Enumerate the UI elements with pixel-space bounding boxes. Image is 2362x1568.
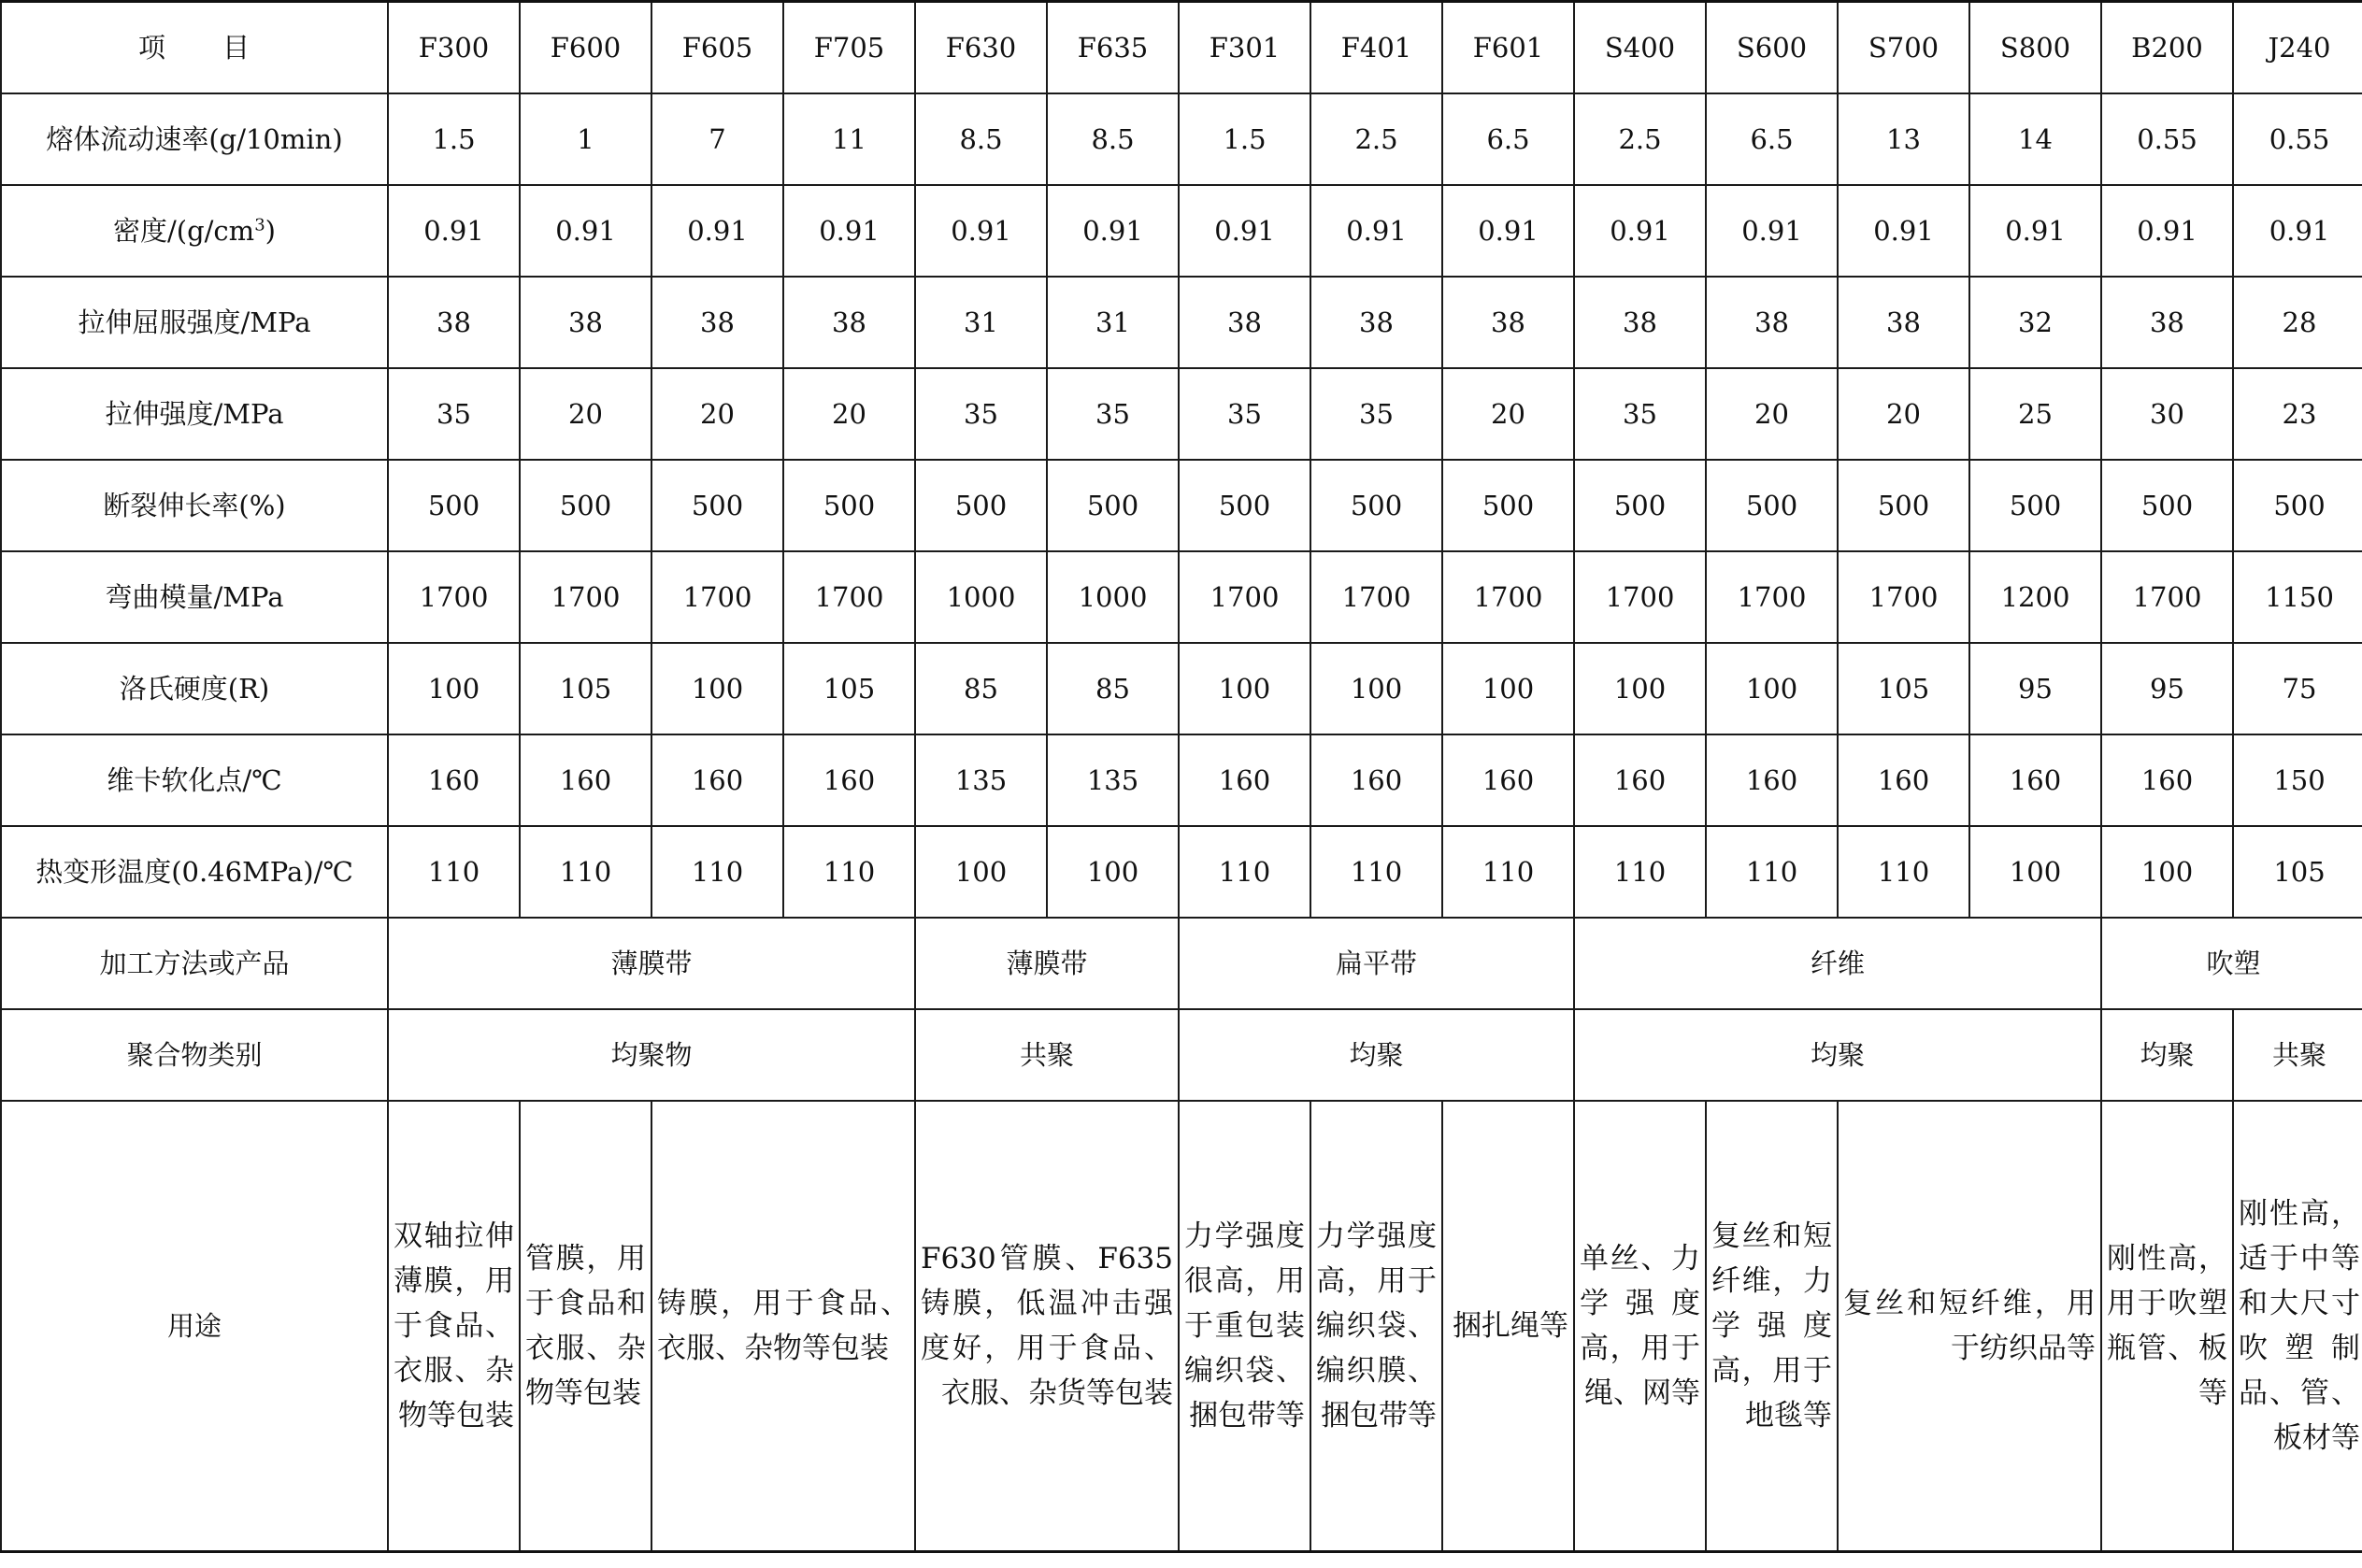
group-cell: 均聚物 — [388, 1009, 915, 1101]
table-cell: 150 — [2233, 734, 2362, 826]
table-cell: 8.5 — [915, 93, 1047, 185]
usage-cell: 捆扎绳等 — [1442, 1101, 1574, 1552]
table-cell: 11 — [783, 93, 915, 185]
table-cell: 135 — [1047, 734, 1179, 826]
table-cell: 1.5 — [388, 93, 520, 185]
table-cell: 1000 — [1047, 551, 1179, 643]
usage-cell: 刚性高，用于吹塑瓶管、板等 — [2101, 1101, 2233, 1552]
table-cell: 0.91 — [520, 185, 651, 277]
table-row — [1, 93, 2362, 185]
table-cell: 160 — [1969, 734, 2101, 826]
table-cell: 0.91 — [2233, 185, 2362, 277]
table-cell: 85 — [915, 643, 1047, 734]
usage-cell: 复丝和短纤维，力学强度高，用于地毯等 — [1706, 1101, 1838, 1552]
table-cell: 105 — [2233, 826, 2362, 918]
table-cell: 0.91 — [1047, 185, 1179, 277]
table-cell: 7 — [651, 93, 783, 185]
table-cell: 160 — [1574, 734, 1706, 826]
table-cell: 110 — [1442, 826, 1574, 918]
item-header: 项 目 — [1, 2, 388, 94]
table-cell: 38 — [1179, 277, 1310, 368]
header-row — [1, 2, 2362, 94]
group-cell: 共聚 — [915, 1009, 1179, 1101]
table-cell: 500 — [1838, 460, 1969, 551]
table-cell: 100 — [1047, 826, 1179, 918]
table-cell: 75 — [2233, 643, 2362, 734]
table-cell: 1 — [520, 93, 651, 185]
table-cell: 95 — [1969, 643, 2101, 734]
table-cell: 0.91 — [783, 185, 915, 277]
table-cell: 100 — [388, 643, 520, 734]
table-cell: 100 — [1969, 826, 2101, 918]
row-label-superscript: 3 — [254, 215, 265, 235]
table-cell: 500 — [2233, 460, 2362, 551]
table-cell: 0.91 — [1179, 185, 1310, 277]
table-cell: 1700 — [1442, 551, 1574, 643]
table-cell: 1700 — [783, 551, 915, 643]
row-label: 拉伸强度/MPa — [1, 368, 388, 460]
table-cell: 1700 — [651, 551, 783, 643]
table-cell: 110 — [1310, 826, 1442, 918]
table-cell: 20 — [651, 368, 783, 460]
grade-header: F705 — [783, 2, 915, 94]
table-cell: 31 — [915, 277, 1047, 368]
row-label: 拉伸屈服强度/MPa — [1, 277, 388, 368]
table-cell: 0.91 — [1969, 185, 2101, 277]
table-cell: 100 — [2101, 826, 2233, 918]
table-cell: 160 — [1179, 734, 1310, 826]
group-cell: 扁平带 — [1179, 918, 1574, 1009]
table-cell: 23 — [2233, 368, 2362, 460]
table-cell: 38 — [2101, 277, 2233, 368]
table-cell: 20 — [520, 368, 651, 460]
table-cell: 1700 — [1838, 551, 1969, 643]
table-cell: 500 — [783, 460, 915, 551]
grade-header: S800 — [1969, 2, 2101, 94]
table-cell: 160 — [388, 734, 520, 826]
table-cell: 30 — [2101, 368, 2233, 460]
group-cell: 共聚 — [2233, 1009, 2362, 1101]
table-cell: 160 — [1310, 734, 1442, 826]
group-cell: 吹塑 — [2101, 918, 2362, 1009]
usage-cell: F630管膜、F635铸膜，低温冲击强度好，用于食品、衣服、杂货等包装 — [915, 1101, 1179, 1552]
grade-header: F600 — [520, 2, 651, 94]
table-cell: 35 — [1179, 368, 1310, 460]
group-cell: 薄膜带 — [388, 918, 915, 1009]
table-cell: 1.5 — [1179, 93, 1310, 185]
table-cell: 500 — [2101, 460, 2233, 551]
table-cell: 500 — [1574, 460, 1706, 551]
table-cell: 20 — [1838, 368, 1969, 460]
table-cell: 85 — [1047, 643, 1179, 734]
table-cell: 38 — [1310, 277, 1442, 368]
table-cell: 0.55 — [2101, 93, 2233, 185]
table-cell: 100 — [1179, 643, 1310, 734]
grade-header: F630 — [915, 2, 1047, 94]
group-cell: 均聚 — [1179, 1009, 1574, 1101]
row-label: 洛氏硬度(R) — [1, 643, 388, 734]
table-cell: 35 — [1310, 368, 1442, 460]
usage-cell: 力学强度高，用于编织袋、编织膜、捆包带等 — [1310, 1101, 1442, 1552]
usage-cell: 复丝和短纤维，用于纺织品等 — [1838, 1101, 2101, 1552]
table-row — [1, 460, 2362, 551]
usage-cell: 力学强度很高，用于重包装编织袋、捆包带等 — [1179, 1101, 1310, 1552]
table-cell: 500 — [1969, 460, 2101, 551]
table-cell: 500 — [1179, 460, 1310, 551]
table-cell: 38 — [1838, 277, 1969, 368]
table-cell: 0.91 — [1442, 185, 1574, 277]
table-cell: 500 — [651, 460, 783, 551]
table-cell: 500 — [388, 460, 520, 551]
row-label-text: ) — [265, 214, 276, 247]
table-cell: 160 — [651, 734, 783, 826]
table-cell: 160 — [1442, 734, 1574, 826]
group-cell: 均聚 — [1574, 1009, 2101, 1101]
table-cell: 500 — [1706, 460, 1838, 551]
table-row — [1, 185, 2362, 277]
table-cell: 0.91 — [915, 185, 1047, 277]
table-cell: 160 — [783, 734, 915, 826]
table-cell: 0.91 — [2101, 185, 2233, 277]
grade-header: S400 — [1574, 2, 1706, 94]
table-cell: 0.91 — [651, 185, 783, 277]
table-cell: 500 — [520, 460, 651, 551]
table-cell: 1700 — [1574, 551, 1706, 643]
table-cell: 8.5 — [1047, 93, 1179, 185]
grade-header: F300 — [388, 2, 520, 94]
row-label: 加工方法或产品 — [1, 918, 388, 1009]
table-cell: 38 — [388, 277, 520, 368]
table-cell: 0.55 — [2233, 93, 2362, 185]
row-label: 断裂伸长率(%) — [1, 460, 388, 551]
table-row — [1, 551, 2362, 643]
row-label: 热变形温度(0.46MPa)/℃ — [1, 826, 388, 918]
table-cell: 160 — [2101, 734, 2233, 826]
table-cell: 2.5 — [1574, 93, 1706, 185]
table-cell: 110 — [783, 826, 915, 918]
grade-header: F605 — [651, 2, 783, 94]
table-cell: 105 — [1838, 643, 1969, 734]
table-cell: 35 — [1047, 368, 1179, 460]
table-cell: 13 — [1838, 93, 1969, 185]
table-cell: 20 — [1706, 368, 1838, 460]
usage-cell: 双轴拉伸薄膜，用于食品、衣服、杂物等包装 — [388, 1101, 520, 1552]
usage-cell: 单丝、力学强度高，用于绳、网等 — [1574, 1101, 1706, 1552]
table-cell: 500 — [1047, 460, 1179, 551]
table-cell: 100 — [1310, 643, 1442, 734]
table-cell: 100 — [1574, 643, 1706, 734]
table-cell: 0.91 — [1574, 185, 1706, 277]
table-cell: 500 — [1442, 460, 1574, 551]
usage-cell: 刚性高，适于中等和大尺寸吹塑制品、管、板材等 — [2233, 1101, 2362, 1552]
table-cell: 500 — [1310, 460, 1442, 551]
grade-header: S700 — [1838, 2, 1969, 94]
table-cell: 31 — [1047, 277, 1179, 368]
table-cell: 38 — [1442, 277, 1574, 368]
table-cell: 25 — [1969, 368, 2101, 460]
table-cell: 0.91 — [1310, 185, 1442, 277]
grade-header: B200 — [2101, 2, 2233, 94]
table-cell: 1700 — [1310, 551, 1442, 643]
table-cell: 20 — [783, 368, 915, 460]
table-cell: 20 — [1442, 368, 1574, 460]
row-label — [1, 185, 388, 277]
table-cell: 1200 — [1969, 551, 2101, 643]
table-cell: 110 — [1574, 826, 1706, 918]
table-row — [1, 734, 2362, 826]
table-cell: 110 — [1179, 826, 1310, 918]
row-label: 弯曲模量/MPa — [1, 551, 388, 643]
table-cell: 105 — [520, 643, 651, 734]
table-cell: 110 — [1706, 826, 1838, 918]
row-label-text: 密度/(g/cm — [113, 214, 255, 247]
table-cell: 6.5 — [1442, 93, 1574, 185]
table-cell: 1000 — [915, 551, 1047, 643]
grade-header: F635 — [1047, 2, 1179, 94]
table-row — [1, 643, 2362, 734]
table-cell: 38 — [1574, 277, 1706, 368]
table-cell: 110 — [388, 826, 520, 918]
table-cell: 35 — [388, 368, 520, 460]
table-cell: 0.91 — [388, 185, 520, 277]
table-cell: 1700 — [388, 551, 520, 643]
grade-header: F301 — [1179, 2, 1310, 94]
grade-header: J240 — [2233, 2, 2362, 94]
grade-header: F601 — [1442, 2, 1574, 94]
row-label: 维卡软化点/℃ — [1, 734, 388, 826]
usage-row — [1, 1101, 2362, 1552]
table-cell: 0.91 — [1838, 185, 1969, 277]
row-label: 聚合物类别 — [1, 1009, 388, 1101]
table-row — [1, 368, 2362, 460]
usage-cell: 铸膜，用于食品、衣服、杂物等包装 — [651, 1101, 915, 1552]
grade-header: F401 — [1310, 2, 1442, 94]
table-cell: 35 — [1574, 368, 1706, 460]
table-cell: 28 — [2233, 277, 2362, 368]
process-row — [1, 918, 2362, 1009]
row-label: 熔体流动速率(g/10min) — [1, 93, 388, 185]
table-cell: 100 — [1442, 643, 1574, 734]
group-cell: 薄膜带 — [915, 918, 1179, 1009]
table-cell: 110 — [651, 826, 783, 918]
table-row — [1, 277, 2362, 368]
table-cell: 35 — [915, 368, 1047, 460]
table-cell: 2.5 — [1310, 93, 1442, 185]
table-cell: 32 — [1969, 277, 2101, 368]
group-cell: 均聚 — [2101, 1009, 2233, 1101]
table-cell: 105 — [783, 643, 915, 734]
table-cell: 100 — [915, 826, 1047, 918]
table-cell: 100 — [651, 643, 783, 734]
table-cell: 160 — [1838, 734, 1969, 826]
table-cell: 1700 — [2101, 551, 2233, 643]
table-cell: 1150 — [2233, 551, 2362, 643]
table-cell: 38 — [783, 277, 915, 368]
table-cell: 14 — [1969, 93, 2101, 185]
row-label: 用途 — [1, 1101, 388, 1552]
group-cell: 纤维 — [1574, 918, 2101, 1009]
table-cell: 100 — [1706, 643, 1838, 734]
table-cell: 6.5 — [1706, 93, 1838, 185]
table-cell: 38 — [520, 277, 651, 368]
polymer-row — [1, 1009, 2362, 1101]
table-cell: 0.91 — [1706, 185, 1838, 277]
table-cell: 1700 — [520, 551, 651, 643]
usage-cell: 管膜，用于食品和衣服、杂物等包装 — [520, 1101, 651, 1552]
table-cell: 110 — [520, 826, 651, 918]
table-cell: 160 — [520, 734, 651, 826]
table-row — [1, 826, 2362, 918]
table-cell: 135 — [915, 734, 1047, 826]
table-cell: 1700 — [1706, 551, 1838, 643]
grade-header: S600 — [1706, 2, 1838, 94]
table-cell: 95 — [2101, 643, 2233, 734]
table-cell: 38 — [651, 277, 783, 368]
table-cell: 500 — [915, 460, 1047, 551]
table-cell: 1700 — [1179, 551, 1310, 643]
table-cell: 160 — [1706, 734, 1838, 826]
table-cell: 110 — [1838, 826, 1969, 918]
table-cell: 38 — [1706, 277, 1838, 368]
